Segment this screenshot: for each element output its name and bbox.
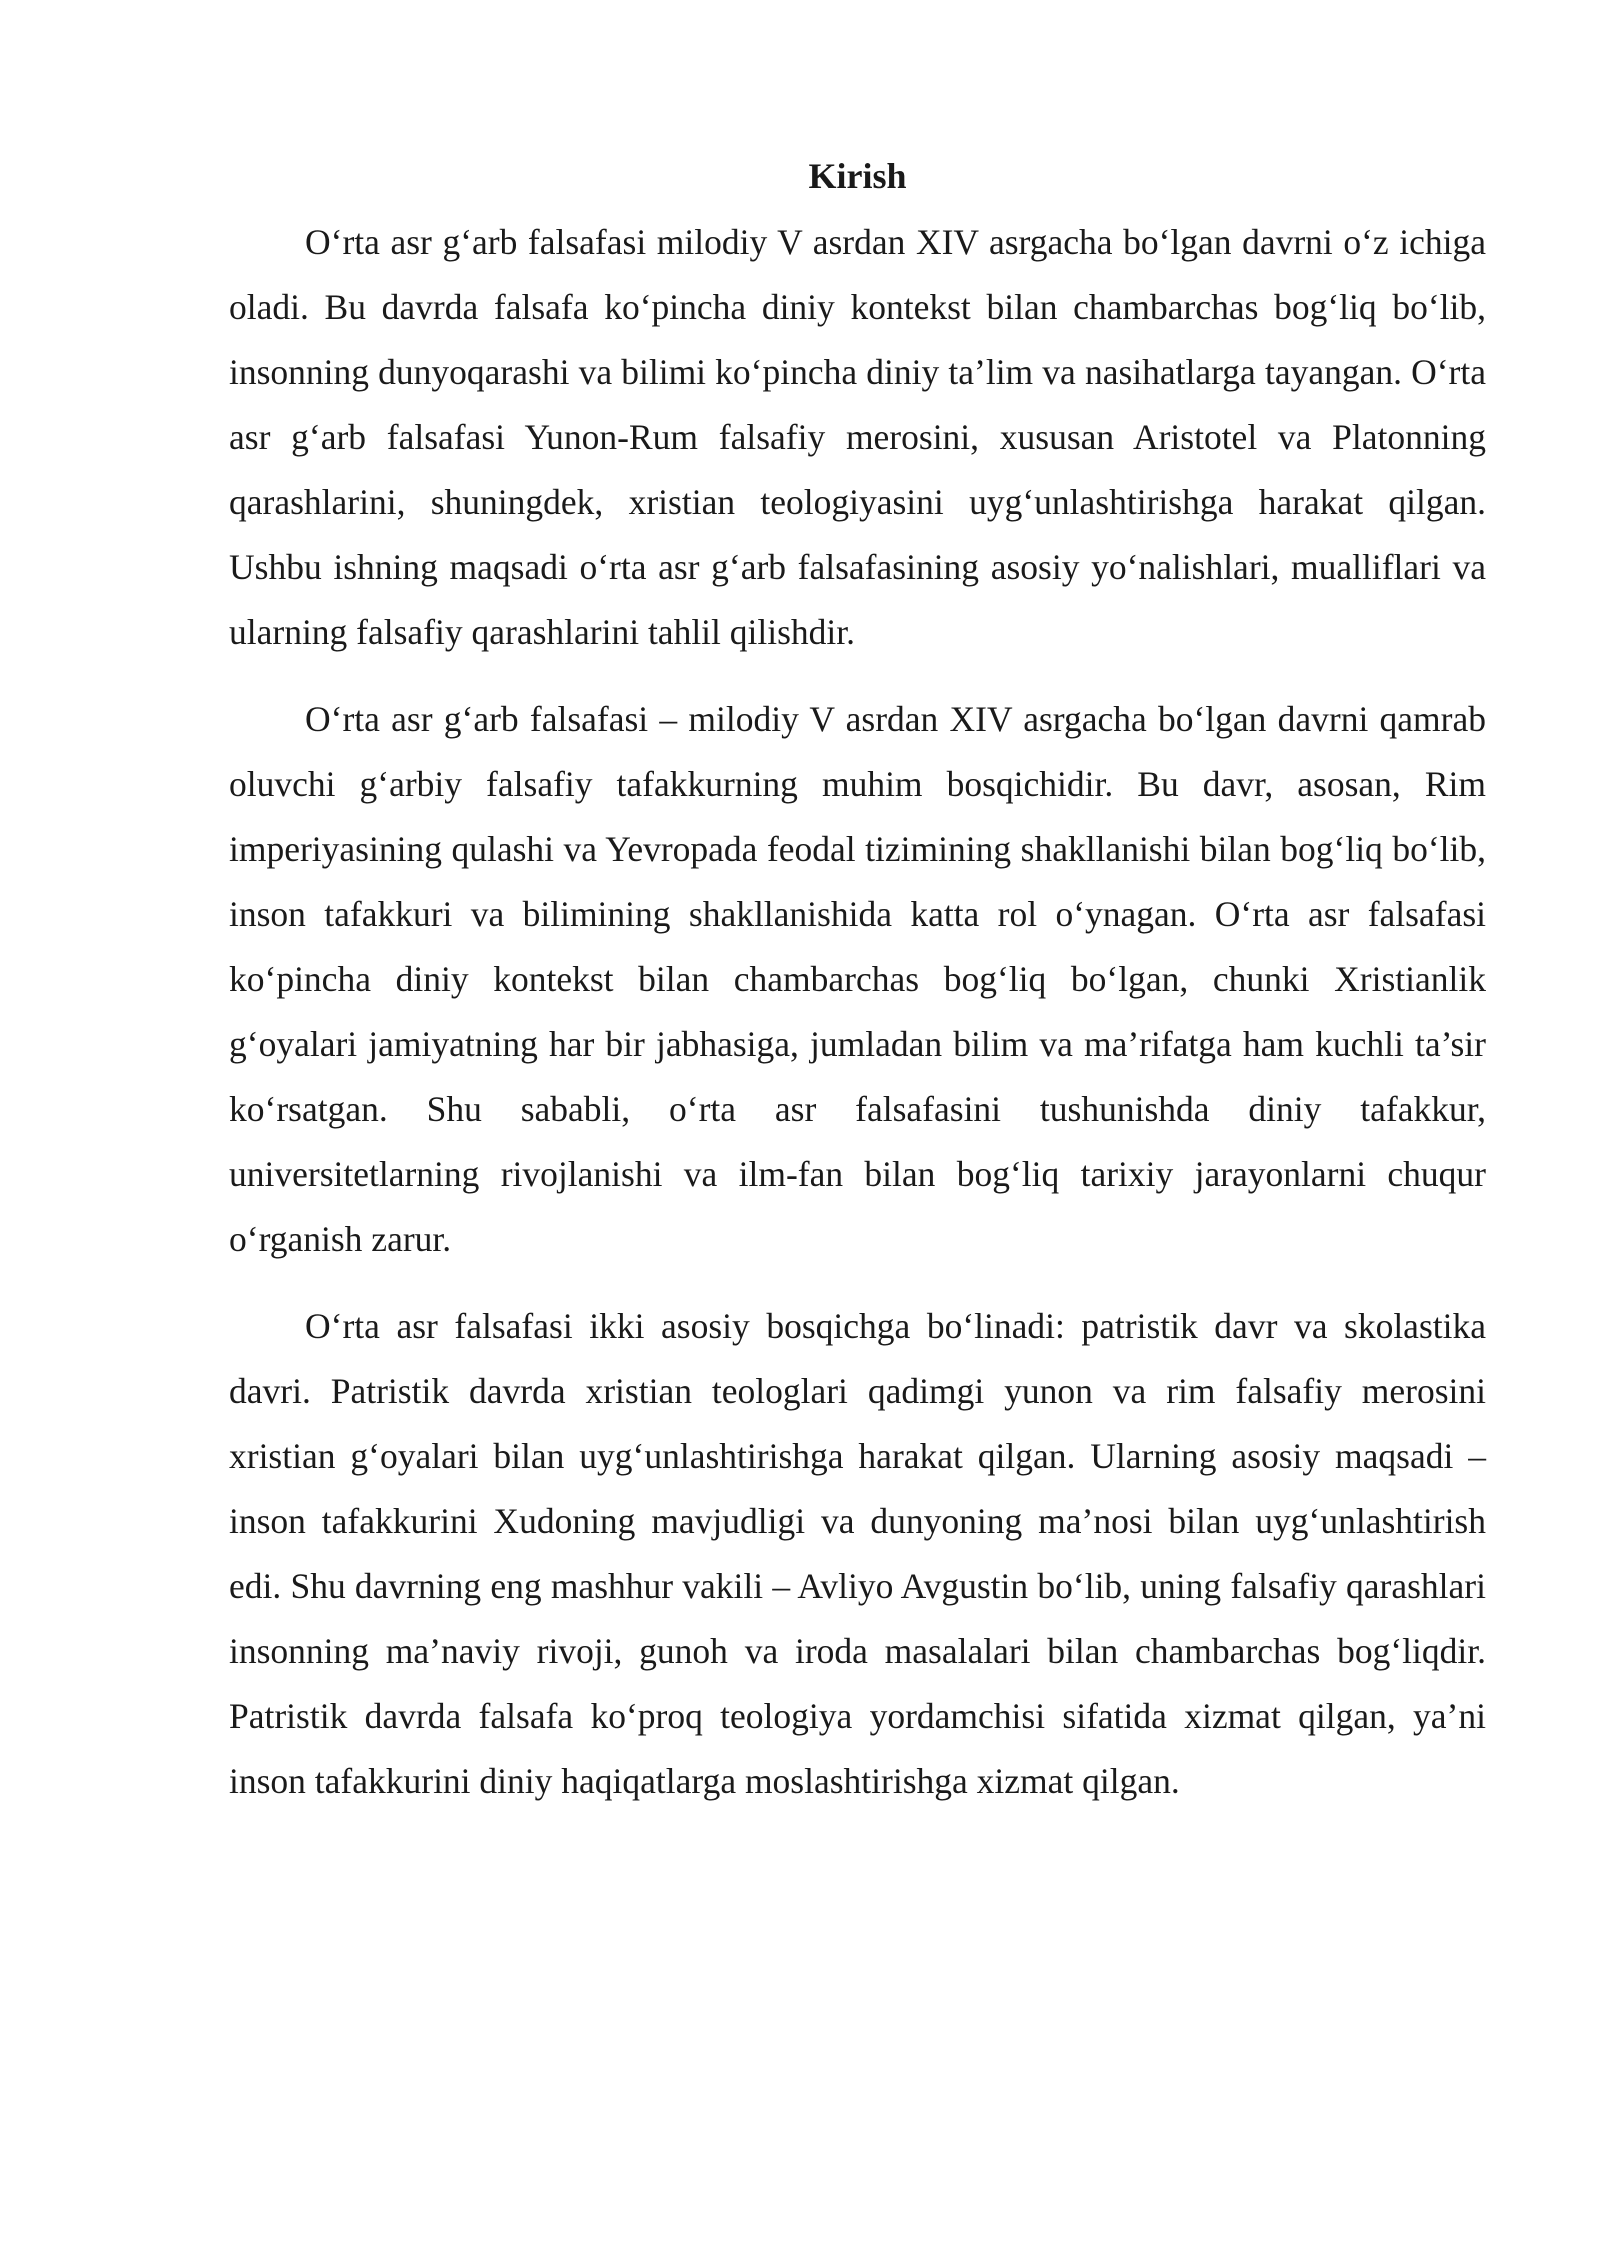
paragraph-1: O‘rta asr g‘arb falsafasi milodiy V asrdan XIV asrgacha bo‘lgan davrni o‘z ichiga oladi. Bu davrda falsafa ko‘pincha diniy kontekst bilan chambarchas bog‘liq bo‘lib, insonning dunyoqarashi va bilimi ko‘pincha diniy ta’lim va nasihatlarga tayangan. O‘rta asr g‘arb falsafasi Yunon-Rum falsafiy merosini, xususan Aristotel va Platonning qarashlarini, shuningdek, xristian teologiyasini uyg‘unlashtirishga harakat qilgan. Ushbu ishning maqsadi o‘rta asr g‘arb falsafasining asosiy yo‘nalishlari, mualliflari va ularning falsafiy qarashlarini tahlil qilishdir.: [229, 222, 1486, 652]
paragraph-3: O‘rta asr falsafasi ikki asosiy bosqichga bo‘linadi: patristik davr va skolastika davri. Patristik davrda xristian teologlari qadimgi yunon va rim falsafiy merosini xristian g‘oyalari bilan uyg‘unlashtirishga harakat qilgan. Ularning asosiy maqsadi – inson tafakkurini Xudoning mavjudligi va dunyoning ma’nosi bilan uyg‘unlashtirish edi. Shu davrning eng mashhur vakili – Avliyo Avgustin bo‘lib, uning falsafiy qarashlari insonning ma’naviy rivoji, gunoh va iroda masalalari bilan chambarchas bog‘liqdir. Patristik davrda falsafa ko‘proq teologiya yordamchisi sifatida xizmat qilgan, ya’ni inson tafakkurini diniy haqiqatlarga moslashtirishga xizmat qilgan.: [229, 1306, 1486, 1801]
section-title: Kirish: [808, 156, 907, 196]
paragraph-2: O‘rta asr g‘arb falsafasi – milodiy V asrdan XIV asrgacha bo‘lgan davrni qamrab oluvchi g‘arbiy falsafiy tafakkurning muhim bosqichidir. Bu davr, asosan, Rim imperiyasining qulashi va Yevropada feodal tizimining shakllanishi bilan bog‘liq bo‘lib, inson tafakkuri va bilimining shakllanishida katta rol o‘ynagan. O‘rta asr falsafasi ko‘pincha diniy kontekst bilan chambarchas bog‘liq bo‘lgan, chunki Xristianlik g‘oyalari jamiyatning har bir jabhasiga, jumladan bilim va ma’rifatga ham kuchli ta’sir ko‘rsatgan. Shu sababli, o‘rta asr falsafasini tushunishda diniy tafakkur, universitetlarning rivojlanishi va ilm-fan bilan bog‘liq tarixiy jarayonlarni chuqur o‘rganish zarur.: [229, 699, 1486, 1259]
document-body: [229, 146, 1486, 1836]
